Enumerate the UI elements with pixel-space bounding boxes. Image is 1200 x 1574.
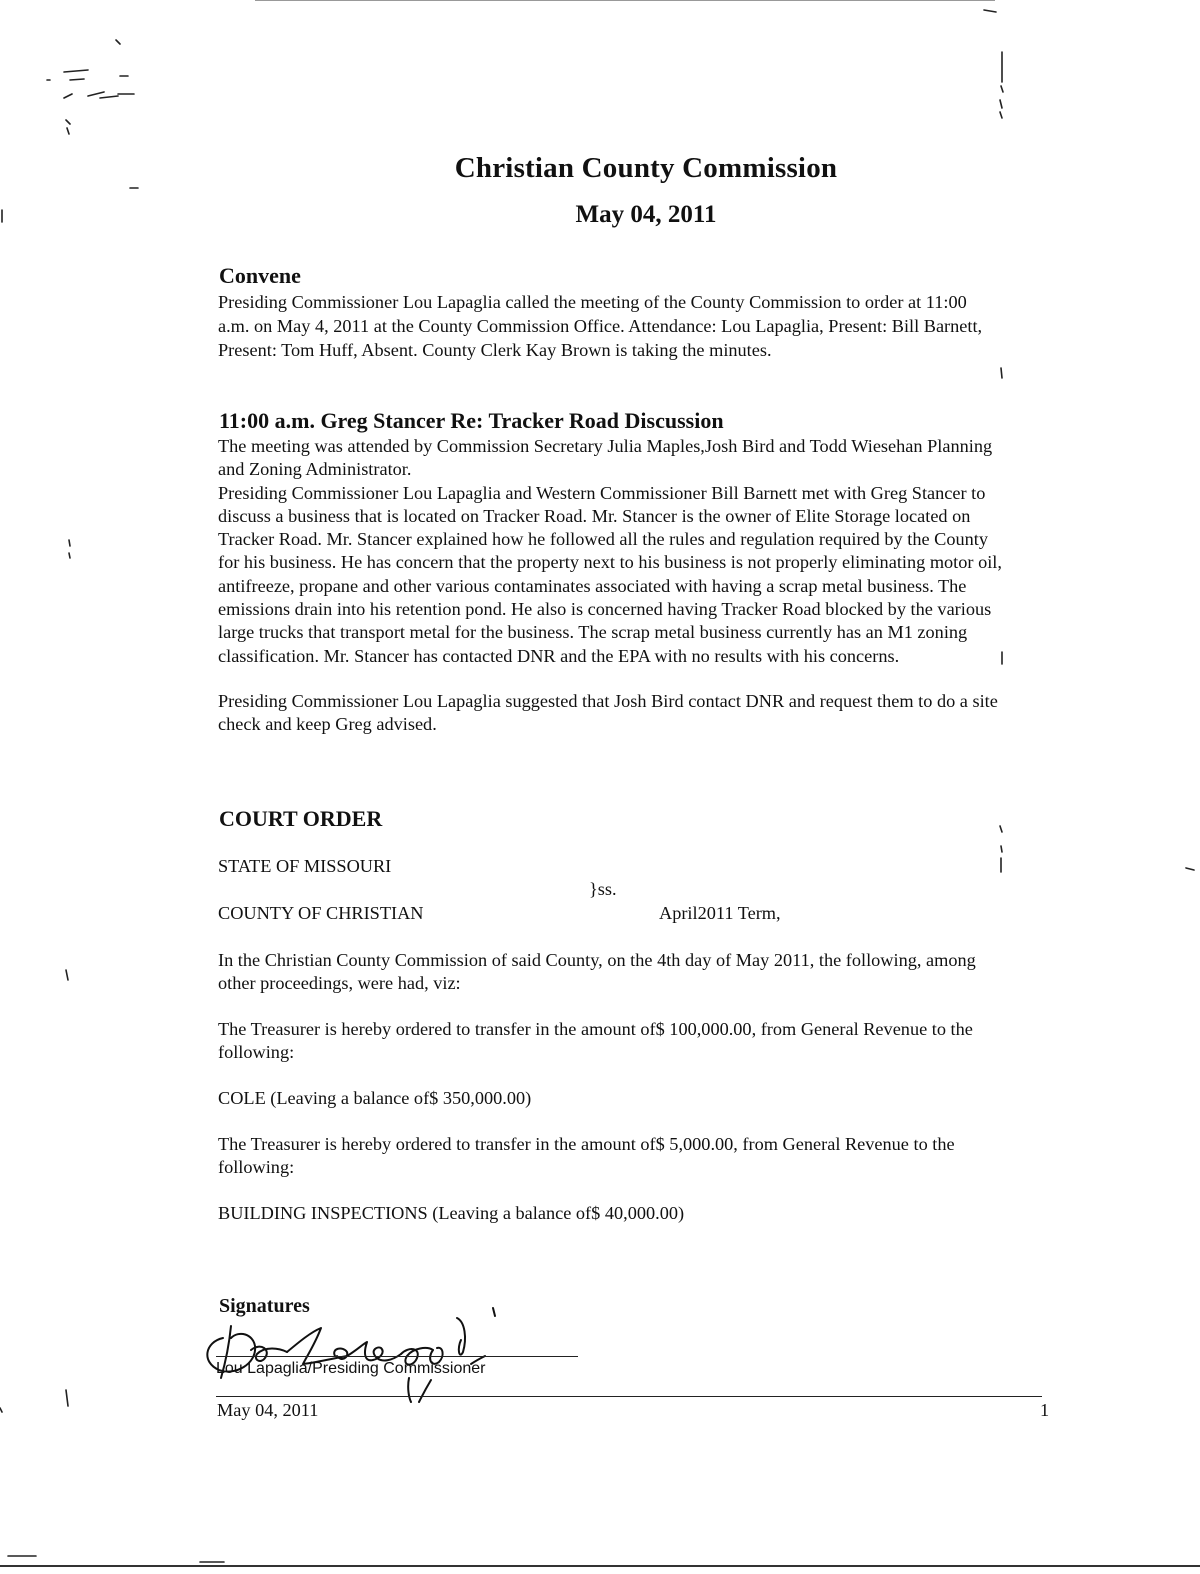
transfer-target: COLE (Leaving a balance of$ 350,000.00) bbox=[218, 1088, 532, 1108]
county-label: COUNTY OF CHRISTIAN bbox=[218, 903, 424, 923]
discussion-line: discuss a business that is located on Tracker Road. Mr. Stancer is the owner of Elite Storage located on bbox=[218, 506, 971, 526]
convene-line: Present: Tom Huff, Absent. County Clerk Kay Brown is taking the minutes. bbox=[218, 340, 772, 360]
scan-edge-top bbox=[255, 0, 995, 1]
intro-line: In the Christian County Commission of said County, on the 4th day of May 2011, the following, among bbox=[218, 950, 976, 970]
transfer-target: BUILDING INSPECTIONS (Leaving a balance of$ 40,000.00) bbox=[218, 1203, 685, 1223]
document-title: Christian County Commission bbox=[454, 152, 838, 184]
footer-rule bbox=[216, 1396, 1042, 1397]
convene-line: a.m. on May 4, 2011 at the County Commission Office. Attendance: Lou Lapaglia, Present: Bill Barnett, bbox=[218, 316, 983, 336]
transfer-line: following: bbox=[218, 1042, 295, 1062]
discussion-line: for his business. He has concern that the property next to his business is not properly eliminating motor oil, bbox=[218, 552, 1002, 572]
state-label: STATE OF MISSOURI bbox=[218, 856, 392, 876]
signature-caption: Lou Lapaglia/Presiding Commissioner bbox=[216, 1360, 486, 1377]
ss-label: }ss. bbox=[589, 879, 617, 899]
attendance-line: The meeting was attended by Commission Secretary Julia Maples,Josh Bird and Todd Wiesehan Planning bbox=[218, 436, 993, 456]
signature-line bbox=[216, 1356, 578, 1357]
court-order-heading: COURT ORDER bbox=[219, 806, 383, 831]
signature-image bbox=[195, 1298, 525, 1404]
discussion-heading: 11:00 a.m. Greg Stancer Re: Tracker Road Discussion bbox=[219, 408, 724, 433]
intro-line: other proceedings, were had, viz: bbox=[218, 973, 461, 993]
suggestion-line: check and keep Greg advised. bbox=[218, 714, 437, 734]
discussion-line: emissions drain into his retention pond. He also is concerned having Tracker Road blocked by the various bbox=[218, 599, 992, 619]
attendance-line: and Zoning Administrator. bbox=[218, 459, 412, 479]
term-label: April2011 Term, bbox=[659, 903, 781, 923]
signatures-heading: Signatures bbox=[219, 1295, 310, 1317]
transfer-line: The Treasurer is hereby ordered to transfer in the amount of$ 100,000.00, from General Revenue to the bbox=[218, 1019, 973, 1039]
document-date: May 04, 2011 bbox=[575, 201, 717, 228]
discussion-line: antifreeze, propane and other various contaminates associated with having a scrap metal business. The bbox=[218, 576, 967, 596]
discussion-line: Presiding Commissioner Lou Lapaglia and Western Commissioner Bill Barnett met with Greg Stancer to bbox=[218, 483, 986, 503]
scan-edge-bottom bbox=[0, 1565, 1200, 1567]
discussion-line: large trucks that transport metal for the business. The scrap metal business currently has an M1 zoning bbox=[218, 622, 968, 642]
page-number: 1 bbox=[1040, 1400, 1050, 1420]
convene-line: Presiding Commissioner Lou Lapaglia called the meeting of the County Commission to order at 11:00 bbox=[218, 292, 967, 312]
footer-date: May 04, 2011 bbox=[217, 1400, 319, 1420]
transfer-line: The Treasurer is hereby ordered to transfer in the amount of$ 5,000.00, from General Revenue to the bbox=[218, 1134, 955, 1154]
convene-heading: Convene bbox=[219, 263, 301, 288]
transfer-line: following: bbox=[218, 1157, 295, 1177]
discussion-line: classification. Mr. Stancer has contacted DNR and the EPA with no results with his concerns. bbox=[218, 646, 900, 666]
discussion-line: Tracker Road. Mr. Stancer explained how he followed all the rules and regulation required by the County bbox=[218, 529, 988, 549]
suggestion-line: Presiding Commissioner Lou Lapaglia suggested that Josh Bird contact DNR and request them to do a site bbox=[218, 691, 998, 711]
